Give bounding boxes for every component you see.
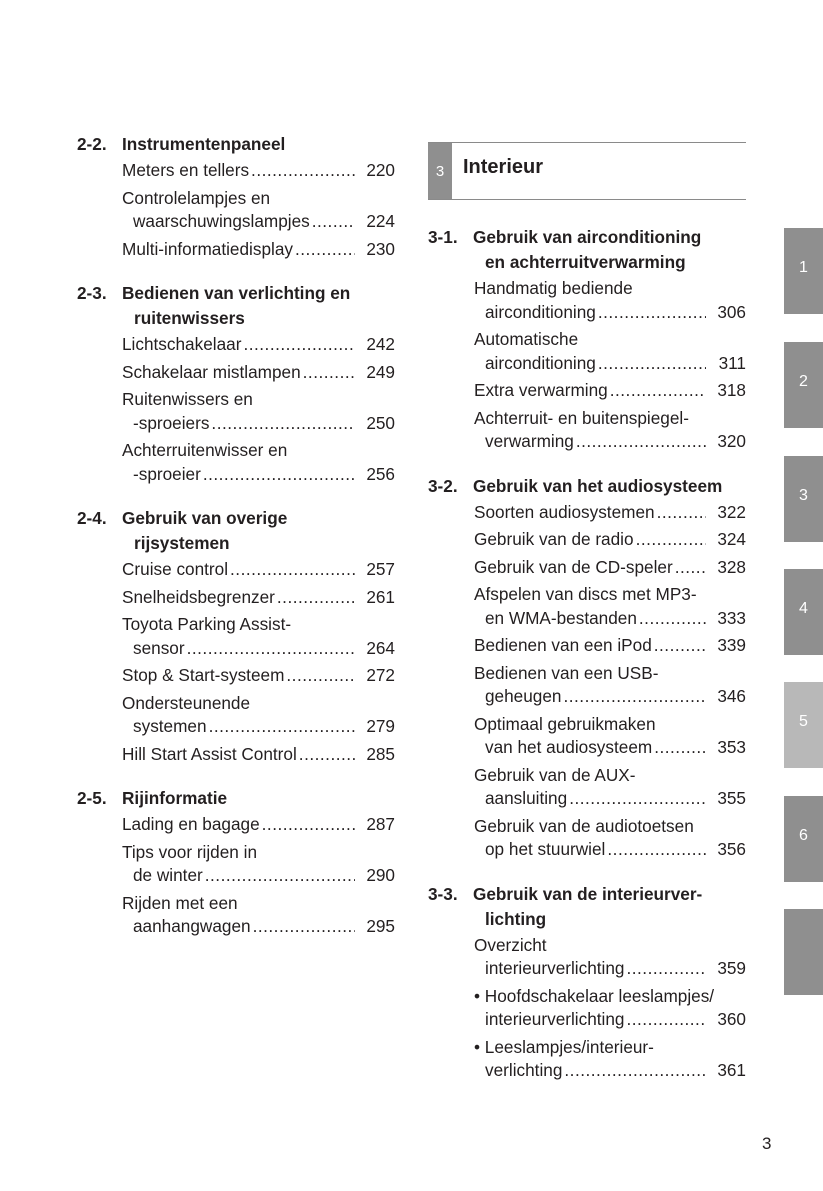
section-title: [473, 474, 746, 499]
section-number: 2-3.: [77, 283, 107, 303]
page-ref: 361: [717, 1060, 746, 1080]
entry-text: Lichtschakelaar: [122, 334, 242, 354]
dot-leader: [230, 558, 355, 582]
section-title-line: Bedienen van verlichting en: [122, 283, 351, 303]
entry-text: Cruise control: [122, 559, 229, 579]
entry-text-line: Optimaal gebruikmaken: [474, 713, 656, 734]
section-title: [473, 882, 746, 932]
page-ref: 355: [717, 788, 746, 808]
entry-text: aansluiting: [485, 788, 568, 808]
entry-text: systemen: [133, 716, 207, 736]
dot-leader: [569, 787, 706, 811]
toc-entry[interactable]: [474, 815, 746, 862]
entry-text: -sproeier: [133, 463, 201, 484]
entry-row: [474, 634, 746, 658]
side-tab-3[interactable]: 3: [784, 456, 823, 542]
page-ref: 250: [366, 412, 395, 433]
entry-row: [122, 664, 395, 688]
entry-text: geheugen: [485, 686, 562, 706]
page-ref: 230: [366, 238, 395, 259]
entry-text-line: Toyota Parking Assist-: [122, 614, 292, 634]
section-heading: [428, 225, 746, 275]
toc-entry[interactable]: [122, 841, 395, 888]
page-ref: 328: [717, 556, 746, 577]
page-ref: 264: [366, 637, 395, 658]
toc-entry[interactable]: [122, 586, 395, 610]
section-heading: [77, 506, 395, 556]
side-tab-5[interactable]: 5: [784, 682, 823, 768]
section-title-line: Instrumentenpaneel: [122, 134, 286, 154]
dot-leader: [262, 813, 355, 837]
entry-row: [474, 685, 746, 709]
entry-row: [474, 1059, 746, 1083]
dot-leader: [654, 736, 706, 760]
entry-row: [122, 743, 395, 767]
entry-row: [122, 915, 395, 939]
toc-entry[interactable]: [122, 388, 395, 435]
toc-entry[interactable]: [474, 764, 746, 811]
section-heading: [428, 474, 746, 499]
dot-leader: [576, 430, 706, 454]
toc-entry[interactable]: [474, 407, 746, 454]
entry-text: interieurverlichting: [485, 958, 625, 978]
section-number: 2-4.: [77, 508, 107, 528]
toc-entry[interactable]: [122, 664, 395, 688]
entry-text-line: Ondersteunende: [122, 692, 251, 713]
entry-text-line: Gebruik van de AUX-: [474, 764, 636, 785]
toc-section: [77, 132, 395, 261]
dot-leader: [209, 715, 355, 739]
toc-entry[interactable]: [474, 328, 746, 375]
section-title: [122, 132, 395, 157]
dot-leader: [286, 664, 355, 688]
entry-text-line: Gebruik van de audiotoetsen: [474, 815, 694, 836]
side-tab-1[interactable]: 1: [784, 228, 823, 314]
page-ref: 290: [366, 865, 395, 885]
dot-leader: [626, 957, 706, 981]
entry-text: aanhangwagen: [133, 916, 251, 936]
entry-text: Snelheidsbegrenzer: [122, 586, 275, 607]
toc-section: [428, 225, 746, 454]
section-number: 3-2.: [428, 475, 458, 496]
entry-row: [474, 528, 746, 552]
toc-entry[interactable]: [122, 238, 395, 262]
page-ref: 261: [366, 586, 395, 607]
section-number: 3-1.: [428, 227, 458, 247]
page-ref: 306: [717, 301, 746, 322]
entry-text: Meters en tellers: [122, 160, 250, 180]
section-heading: [77, 786, 395, 811]
entry-text: Lading en bagage: [122, 814, 260, 834]
entry-row: [122, 238, 395, 262]
page-ref: 333: [717, 607, 746, 628]
toc-entry[interactable]: [474, 985, 746, 1032]
dot-leader: [243, 333, 355, 357]
page-ref: 224: [366, 211, 395, 231]
page-ref: 353: [717, 737, 746, 757]
side-tab-6[interactable]: 6: [784, 796, 823, 882]
section-title-line: Gebruik van airconditioning: [473, 227, 702, 247]
chapter-banner: [428, 142, 746, 200]
side-tab-2[interactable]: 2: [784, 342, 823, 428]
section-title-line: en achterruitverwarming: [485, 252, 686, 272]
entry-text: en WMA-bestanden: [485, 607, 637, 628]
toc-entry[interactable]: [122, 187, 395, 234]
entry-text: op het stuurwiel: [485, 839, 606, 859]
page-ref: 324: [717, 529, 746, 549]
entry-text: Extra verwarming: [474, 380, 608, 400]
dot-leader: [187, 637, 355, 661]
entry-text: Multi-informatiedisplay: [122, 238, 293, 259]
dot-leader: [610, 379, 706, 403]
page-ref: 339: [717, 635, 746, 655]
entry-row: [474, 957, 746, 981]
entry-text: sensor: [133, 637, 185, 658]
page-ref: 285: [366, 743, 395, 764]
section-title-line: Rijinformatie: [122, 788, 228, 808]
page-ref: 311: [718, 352, 746, 373]
toc-right-column: [428, 225, 746, 1103]
dot-leader: [251, 159, 355, 183]
toc-entry[interactable]: [122, 333, 395, 357]
page-ref: 220: [366, 160, 395, 180]
entry-text: Hill Start Assist Control: [122, 743, 297, 764]
entry-row: [474, 501, 746, 525]
toc-section: [77, 786, 395, 939]
section-heading: [77, 281, 395, 331]
toc-section: [428, 882, 746, 1083]
entry-text-line: Ruitenwissers en: [122, 389, 253, 409]
dot-leader: [295, 238, 355, 262]
toc-entry[interactable]: [474, 277, 746, 324]
page-ref: 242: [366, 334, 395, 354]
entry-row: [122, 333, 395, 357]
entry-text: interieurverlichting: [485, 1009, 625, 1029]
page-ref: 318: [717, 380, 746, 400]
section-number: 2-5.: [77, 788, 107, 808]
page-ref: 295: [366, 916, 395, 936]
entry-row: [122, 637, 395, 661]
chapter-number-box: 3: [428, 143, 452, 199]
page-ref: 272: [366, 665, 395, 685]
page-ref: 322: [717, 501, 746, 522]
dot-leader: [626, 1008, 706, 1032]
entry-text: van het audiosysteem: [485, 737, 653, 757]
side-tab-blank[interactable]: [784, 909, 823, 995]
toc-entry[interactable]: [474, 556, 746, 580]
entry-row: [122, 361, 395, 385]
page-ref: 360: [717, 1009, 746, 1029]
toc-entry[interactable]: [122, 613, 395, 660]
dot-leader: [253, 915, 355, 939]
entry-row: [122, 558, 395, 582]
entry-row: [122, 463, 395, 487]
dot-leader: [563, 685, 706, 709]
section-number: 3-3.: [428, 883, 458, 904]
entry-text: Soorten audiosystemen: [474, 501, 655, 522]
entry-row: [474, 556, 746, 580]
section-title-line: ruitenwissers: [134, 308, 245, 328]
toc-section: [77, 506, 395, 766]
toc-entry[interactable]: [474, 1036, 746, 1083]
entry-row: [122, 412, 395, 436]
entry-text: waarschuwingslampjes: [133, 211, 310, 231]
dot-leader: [564, 1059, 706, 1083]
entry-text: Gebruik van de CD-speler: [474, 556, 673, 577]
entry-text: verwarming: [485, 431, 574, 451]
page-ref: 356: [717, 839, 746, 859]
page-ref: 359: [717, 958, 746, 978]
toc-entry[interactable]: [474, 501, 746, 525]
entry-text: Gebruik van de radio: [474, 529, 634, 549]
toc-section: [428, 474, 746, 862]
entry-text-line: Controlelampjes en: [122, 187, 271, 208]
toc-entry[interactable]: [122, 692, 395, 739]
dot-leader: [636, 528, 706, 552]
entry-row: [122, 159, 395, 183]
toc-entry[interactable]: [122, 743, 395, 767]
section-title: [122, 506, 395, 556]
section-title-line: Gebruik van het audiosysteem: [473, 475, 723, 496]
entry-row: [474, 787, 746, 811]
entry-text-line: Automatische: [474, 329, 579, 349]
toc-entry[interactable]: [474, 934, 746, 981]
entry-text-line: Overzicht: [474, 934, 547, 955]
entry-row: [474, 379, 746, 403]
section-title: [122, 281, 395, 331]
page-ref: 249: [366, 361, 395, 382]
toc-entry[interactable]: [122, 159, 395, 183]
dot-leader: [299, 743, 355, 767]
section-heading: [77, 132, 395, 157]
entry-text-line: Afspelen van discs met MP3-: [474, 584, 697, 604]
dot-leader: [607, 838, 706, 862]
section-title: [473, 225, 746, 275]
page-ref: 256: [366, 463, 395, 484]
entry-row: [474, 1008, 746, 1032]
entry-row: [474, 352, 746, 376]
entry-row: [474, 301, 746, 325]
dot-leader: [205, 864, 355, 888]
toc-entry[interactable]: [122, 439, 395, 486]
entry-text-line: Tips voor rijden in: [122, 841, 258, 862]
section-title-line: Gebruik van de interieurver-: [473, 883, 703, 904]
toc-section: [77, 281, 395, 486]
entry-text-line: Handmatig bediende: [474, 278, 633, 298]
entry-text: verlichting: [485, 1060, 563, 1080]
entry-text-line: • Leeslampjes/interieur-: [474, 1036, 654, 1057]
toc-entry[interactable]: [474, 379, 746, 403]
entry-text: Stop & Start-systeem: [122, 665, 285, 685]
entry-text: Schakelaar mistlampen: [122, 361, 301, 382]
section-number: 2-2.: [77, 134, 107, 154]
section-heading: [428, 882, 746, 932]
page-ref: 257: [366, 559, 395, 579]
entry-row: [474, 736, 746, 760]
entry-row: [122, 715, 395, 739]
section-title-line: rijsystemen: [134, 533, 230, 553]
entry-text-line: Bedienen van een USB-: [474, 662, 659, 683]
toc-entry[interactable]: [122, 813, 395, 837]
section-title: [122, 786, 395, 811]
toc-entry[interactable]: [122, 892, 395, 939]
entry-text: -sproeiers: [133, 412, 210, 433]
dot-leader: [675, 556, 706, 580]
entry-row: [122, 864, 395, 888]
toc-entry[interactable]: [474, 662, 746, 709]
entry-row: [122, 813, 395, 837]
toc-entry[interactable]: [474, 634, 746, 658]
dot-leader: [598, 352, 706, 376]
entry-text-line: Achterruitenwisser en: [122, 440, 288, 460]
dot-leader: [203, 463, 355, 487]
entry-text-line: Rijden met een: [122, 892, 238, 913]
toc-entry[interactable]: [474, 528, 746, 552]
dot-leader: [639, 607, 706, 631]
entry-text: airconditioning: [485, 352, 596, 373]
dot-leader: [211, 412, 355, 436]
entry-row: [122, 210, 395, 234]
toc-entry[interactable]: [474, 713, 746, 760]
entry-text: airconditioning: [485, 301, 596, 322]
side-tab-4[interactable]: 4: [784, 569, 823, 655]
dot-leader: [303, 361, 355, 385]
dot-leader: [312, 210, 355, 234]
page-ref: 287: [366, 814, 395, 834]
page-number: 3: [762, 1134, 772, 1153]
toc-entry[interactable]: [122, 361, 395, 385]
page-ref: 320: [717, 431, 746, 451]
section-title-line: lichting: [485, 908, 547, 929]
chapter-title: Interieur: [463, 156, 544, 178]
entry-row: [474, 430, 746, 454]
toc-entry[interactable]: [122, 558, 395, 582]
dot-leader: [598, 301, 706, 325]
toc-entry[interactable]: [474, 583, 746, 630]
dot-leader: [277, 586, 355, 610]
dot-leader: [654, 634, 706, 658]
entry-text: Bedienen van een iPod: [474, 635, 652, 655]
entry-row: [122, 586, 395, 610]
entry-row: [474, 607, 746, 631]
entry-text-line: • Hoofdschakelaar leeslampjes/: [474, 985, 715, 1006]
page-ref: 346: [717, 686, 746, 706]
entry-text-line: Achterruit- en buitenspiegel-: [474, 407, 689, 428]
dot-leader: [657, 501, 706, 525]
toc-left-column: [77, 132, 395, 959]
entry-row: [474, 838, 746, 862]
page-ref: 279: [366, 716, 395, 736]
section-title-line: Gebruik van overige: [122, 508, 288, 528]
entry-text: de winter: [133, 865, 203, 885]
